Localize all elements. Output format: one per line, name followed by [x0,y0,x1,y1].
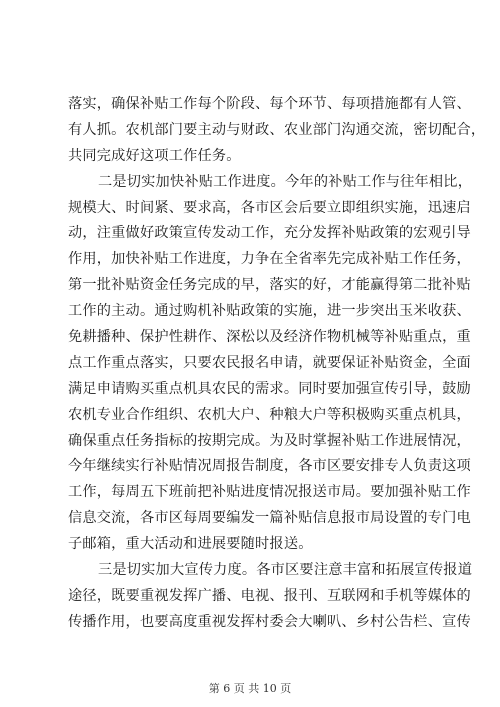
text-line: 今年继续实行补贴情况周报告制度，各市区要安排专人负责这项 [68,458,471,475]
text-line: 共同完成好这项工作任务。 [68,147,241,164]
text-line: 信息交流，各市区每周要编发一篇补贴信息报市局设置的专门电 [68,510,471,527]
text-line: 确保重点任务指标的按期完成。为及时掌握补贴工作进展情况， [68,432,471,449]
text-line: 规模大、时间紧、要求高，各市区会后要立即组织实施，迅速启 [68,199,471,216]
text-line: 点工作重点落实，只要农民报名申请，就要保证补贴资金，全面 [68,354,471,371]
text-line: 工作的主动。通过购机补贴政策的实施，进一步突出玉米收获、 [68,303,471,320]
text-line: 有人抓。农机部门要主动与财政、农业部门沟通交流，密切配合， [68,121,486,138]
text-line: 第一批补贴资金任务完成的早，落实的好，才能赢得第二批补贴 [68,277,471,294]
text-line: 满足申请购买重点机具农民的需求。同时要加强宣传引导，鼓励 [68,380,471,397]
text-line: 作用，加快补贴工作进度，力争在全省率先完成补贴工作任务， [68,251,471,268]
text-line: 子邮箱，重大活动和进展要随时报送。 [68,536,313,553]
document-body [68,92,486,636]
text-line: 工作，每周五下班前把补贴进度情况报送市局。要加强补贴工作 [68,484,471,501]
text-line: 落实，确保补贴工作每个阶段、每个环节、每项措施都有人管、 [68,96,471,112]
text-line: 三是切实加大宣传力度。各市区要注意丰富和拓展宣传报道 [98,562,473,579]
page-number: 第 6 页 共 10 页 [208,682,292,695]
text-line: 农机专业合作组织、农机大户、种粮大户等积极购买重点机具， [68,406,471,423]
text-line: 动，注重做好政策宣传发动工作，充分发挥补贴政策的宏观引导 [68,225,471,242]
text-line: 二是切实加快补贴工作进度。今年的补贴工作与往年相比， [98,173,473,190]
text-line: 免耕播种、保护性耕作、深松以及经济作物机械等补贴重点，重 [68,329,471,346]
text-line: 途径，既要重视发挥广播、电视、报刊、互联网和手机等媒体的 [68,587,471,604]
text-line: 传播作用，也要高度重视发挥村委会大喇叭、乡村公告栏、宣传 [68,613,471,630]
